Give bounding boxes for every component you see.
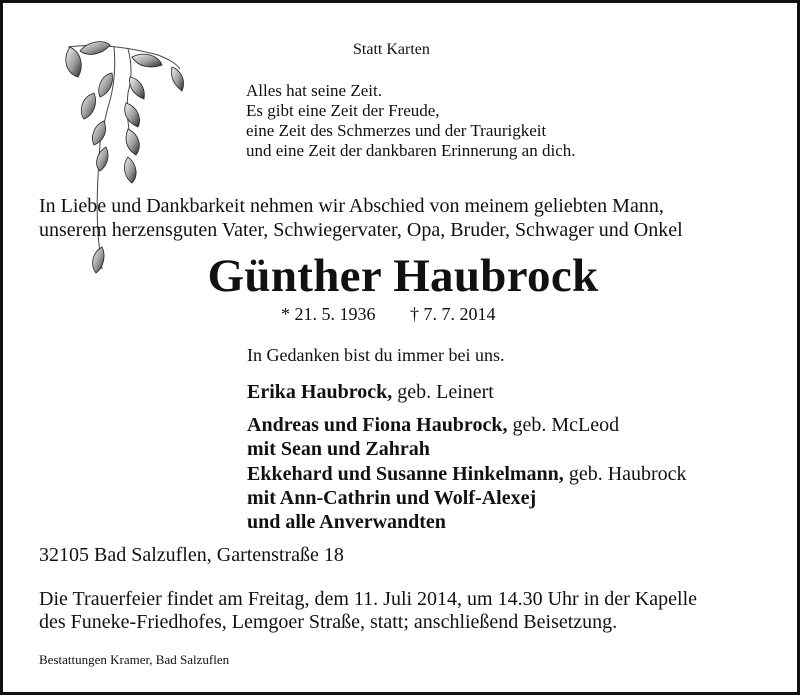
intro-text bbox=[39, 194, 683, 242]
poem-block bbox=[246, 81, 575, 161]
family-entry bbox=[247, 413, 619, 461]
leaf-3 bbox=[132, 54, 162, 67]
service-line: des Funeke-Friedhofes, Lemgoer Straße, statt; anschließend Beisetzung. bbox=[39, 611, 618, 633]
leaf-9 bbox=[92, 121, 105, 145]
birth-date: * 21. 5. 1936 bbox=[281, 304, 376, 324]
poem-line: Es gibt eine Zeit der Freude, bbox=[246, 101, 440, 120]
family-member-note: geb. Leinert bbox=[397, 381, 494, 403]
poem-line: eine Zeit des Schmerzes und der Traurigkeit bbox=[246, 121, 547, 140]
poem-line: Alles hat seine Zeit. bbox=[246, 81, 382, 100]
intro-line: unserem herzensguten Vater, Schwiegervater, Opa, Bruder, Schwager und Onkel bbox=[39, 219, 683, 241]
intro-line: In Liebe und Dankbarkeit nehmen wir Abschied von meinem geliebten Mann, bbox=[39, 195, 664, 217]
heading-statt-karten: Statt Karten bbox=[353, 41, 430, 58]
family-member-extra: mit Ann-Cathrin und Wolf-Alexej bbox=[247, 487, 537, 509]
leaf-8 bbox=[125, 103, 140, 127]
address: 32105 Bad Salzuflen, Gartenstraße 18 bbox=[39, 544, 344, 566]
life-dates bbox=[281, 304, 496, 325]
undertaker: Bestattungen Kramer, Bad Salzuflen bbox=[39, 652, 230, 667]
leaf-1 bbox=[66, 47, 81, 77]
leaf-4 bbox=[171, 67, 183, 91]
family-member-name: Andreas und Fiona Haubrock, bbox=[247, 414, 508, 436]
poem-line: und eine Zeit der dankbaren Erinnerung an dich. bbox=[246, 141, 576, 160]
family-entry bbox=[247, 380, 494, 404]
family-member-extra: mit Sean und Zahrah bbox=[247, 438, 430, 460]
leaf-7 bbox=[81, 93, 95, 119]
death-date: † 7. 7. 2014 bbox=[410, 304, 496, 324]
leaf-12 bbox=[125, 157, 137, 183]
family-member-name: Erika Haubrock, bbox=[247, 381, 393, 403]
leaf-11 bbox=[97, 147, 108, 171]
deceased-name: Günther Haubrock bbox=[207, 250, 599, 302]
leaf-2 bbox=[80, 42, 110, 55]
service-line: Die Trauerfeier findet am Freitag, dem 11. Juli 2014, um 14.30 Uhr in der Kapelle bbox=[39, 588, 697, 610]
funeral-service-info bbox=[39, 588, 697, 634]
family-member-note: geb. McLeod bbox=[512, 414, 620, 436]
family-member-note: geb. Haubrock bbox=[568, 463, 687, 485]
leaf-6 bbox=[130, 77, 145, 99]
memorial-thought: In Gedanken bist du immer bei uns. bbox=[247, 345, 505, 365]
leaf-5 bbox=[99, 73, 113, 97]
family-member-name: Ekkehard und Susanne Hinkelmann, bbox=[247, 463, 564, 485]
birch-branch-illustration bbox=[58, 33, 188, 283]
leaf-10 bbox=[126, 129, 139, 155]
family-entry bbox=[247, 462, 687, 534]
family-member-extra: und alle Anverwandten bbox=[247, 511, 446, 533]
